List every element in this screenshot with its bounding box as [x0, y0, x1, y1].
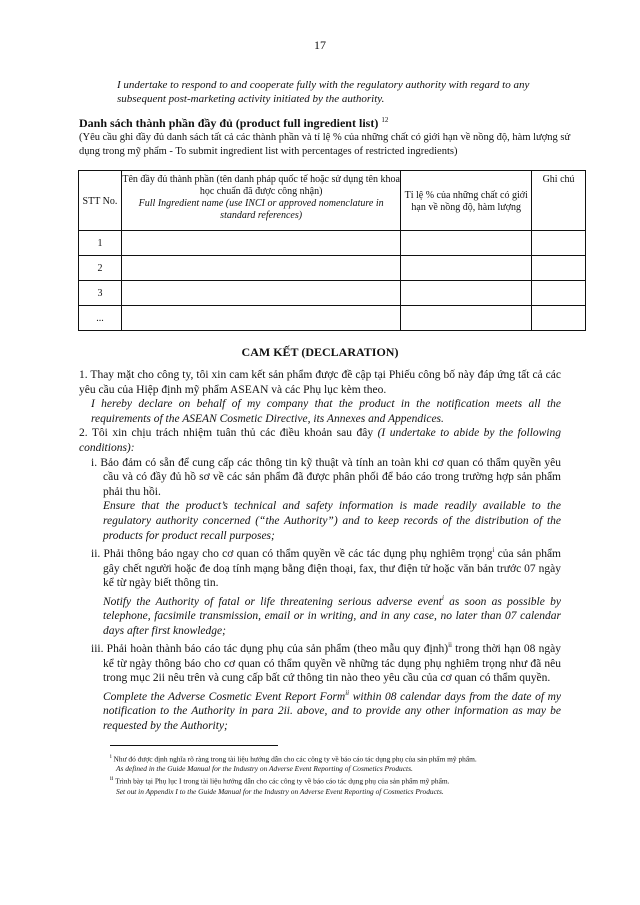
condition-ii-en: Notify the Authority of fatal or life threatening serious adverse event$^i$ as soon as possible by telephone, facsimile transmission, email or in writing, and in any case, no later than 07 calendar days after first knowledge;: [103, 593, 561, 637]
title-ref: 12: [381, 116, 389, 124]
header-stt: STT No.: [79, 171, 122, 231]
ingredient-name-cell[interactable]: [121, 231, 400, 256]
notes-cell[interactable]: [532, 281, 586, 306]
declaration-body: [79, 368, 561, 734]
percent-cell[interactable]: [401, 231, 532, 256]
row-number: 2: [79, 256, 122, 281]
row-number: 3: [79, 281, 122, 306]
ingredient-list-title-text: Danh sách thành phần đầy đủ (product full ingredient list): [79, 116, 379, 130]
table-row: [79, 281, 586, 306]
footnote-divider: [110, 745, 278, 746]
header-name-en: Full Ingredient name (use INCI or approved nomenclature in standard references): [138, 198, 384, 221]
declaration-p2: 2. Tôi xin chịu trách nhiệm tuân thủ các điều khoản sau đây (I undertake to abide by the following conditions):: [79, 427, 562, 454]
ingredient-list-title: [79, 116, 388, 131]
table-row: [79, 306, 586, 331]
header-name-vi: Tên đầy đủ thành phần (tên danh pháp quốc tế hoặc sử dụng tên khoa học chuẩn đã được công nhận): [122, 174, 400, 197]
header-percent: Tỉ lệ % của những chất có giới hạn về nồng độ, hàm lượng: [401, 171, 532, 231]
ingredient-name-cell[interactable]: [121, 256, 400, 281]
row-number: 1: [79, 231, 122, 256]
percent-cell[interactable]: [401, 306, 532, 331]
header-ingredient-name: [121, 171, 400, 231]
row-number: ...: [79, 306, 122, 331]
page-number: 17: [314, 38, 326, 52]
condition-i-en: Ensure that the product’s technical and safety information is made readily available to the regulatory authority concerned (“the Authority”) and to keep records of the distribution of the products for product recall purposes;: [103, 500, 561, 542]
footnote-1-en: As defined in the Guide Manual for the Industry on Adverse Event Reporting of Cosmetics Products.: [116, 764, 413, 774]
percent-cell[interactable]: [401, 256, 532, 281]
ingredient-name-cell[interactable]: [121, 306, 400, 331]
condition-iii-vi: iii. Phải hoàn thành báo cáo tác dụng phụ của sản phẩm (theo mẫu quy định)$^{ii}$ trong thời hạn 08 ngày kể từ ngày thông báo cho cơ quan có thẩm quyền về những tác dụng phụ nghiêm trọng như đã nêu trong mục 2ii nêu trên và cung cấp bất cứ thông tin nào theo yêu cầu của cơ quan có thẩm quyền.: [91, 641, 561, 685]
intro-undertaking: I undertake to respond to and cooperate fully with the regulatory authority with regard to any subsequent post-marketing activity initiated by the authority.: [117, 79, 530, 105]
table-row: [79, 231, 586, 256]
ingredient-table: [78, 170, 586, 331]
notes-cell[interactable]: [532, 306, 586, 331]
footnotes: [110, 752, 570, 797]
table-header-row: [79, 171, 586, 231]
condition-ii-vi: ii. Phải thông báo ngay cho cơ quan có thẩm quyền về các tác dụng phụ nghiêm trọng$^i$ của sản phẩm gây chết người hoặc đe doạ tính mạng bằng điện thoại, fax, thư điện tử hoặc văn bản trước 07 ngày kể từ ngày biết thông tin.: [91, 546, 561, 590]
footnote-1-vi: $^i$ Như đó được định nghĩa rõ ràng trong tài liệu hướng dẫn cho các công ty về báo cáo tác dụng phụ của sản phẩm mỹ phẩm.: [110, 754, 477, 764]
footnote-2-vi: $^{ii}$ Trình bày tại Phụ lục I trong tài liệu hướng dẫn cho các công ty về báo cáo tác dụng phụ của sản phẩm mỹ phẩm.: [110, 776, 450, 786]
declaration-title: CAM KẾT (DECLARATION): [241, 345, 399, 359]
table-row: [79, 256, 586, 281]
declaration-p1-vi: 1. Thay mặt cho công ty, tôi xin cam kết sản phẩm được đề cập tại Phiếu công bố này đáp ứng tất cả các yêu cầu của Hiệp định mỹ phẩm ASEAN và các Phụ lục kèm theo.: [79, 369, 561, 396]
percent-cell[interactable]: [401, 281, 532, 306]
condition-iii-en: Complete the Adverse Cosmetic Event Report Form$^{ii}$ within 08 calendar days from the date of my notification to the Authority in para 2ii. above, and to provide any other information as may be requested by the Authority;: [103, 688, 561, 732]
ingredient-name-cell[interactable]: [121, 281, 400, 306]
declaration-p1-en: I hereby declare on behalf of my company that the product in the notification meets all the requirements of the ASEAN Cosmetic Directive, its Annexes and Appendices.: [91, 398, 561, 425]
header-notes: Ghi chú: [532, 171, 586, 231]
footnote-2-en: Set out in Appendix I to the Guide Manual for the Industry on Adverse Event Reporting of Cosmetics Products.: [116, 786, 444, 796]
notes-cell[interactable]: [532, 256, 586, 281]
ingredient-list-subtitle: (Yêu cầu ghi đầy đủ danh sách tất cả các thành phần và tỉ lệ % của những chất có giới hạn về nồng độ, hàm lượng sử dụng trong mỹ phẩm - To submit ingredient list with percentages of restricted ingredients): [79, 132, 571, 157]
condition-i-vi: i. Bảo đảm có sẵn để cung cấp các thông tin kỹ thuật và tính an toàn khi cơ quan có thẩm quyền yêu cầu và có đầy đủ hồ sơ về các sản phẩm đã được phân phối để báo cáo trong trường hợp sản phẩm phải thu hồi.: [91, 456, 561, 498]
notes-cell[interactable]: [532, 231, 586, 256]
